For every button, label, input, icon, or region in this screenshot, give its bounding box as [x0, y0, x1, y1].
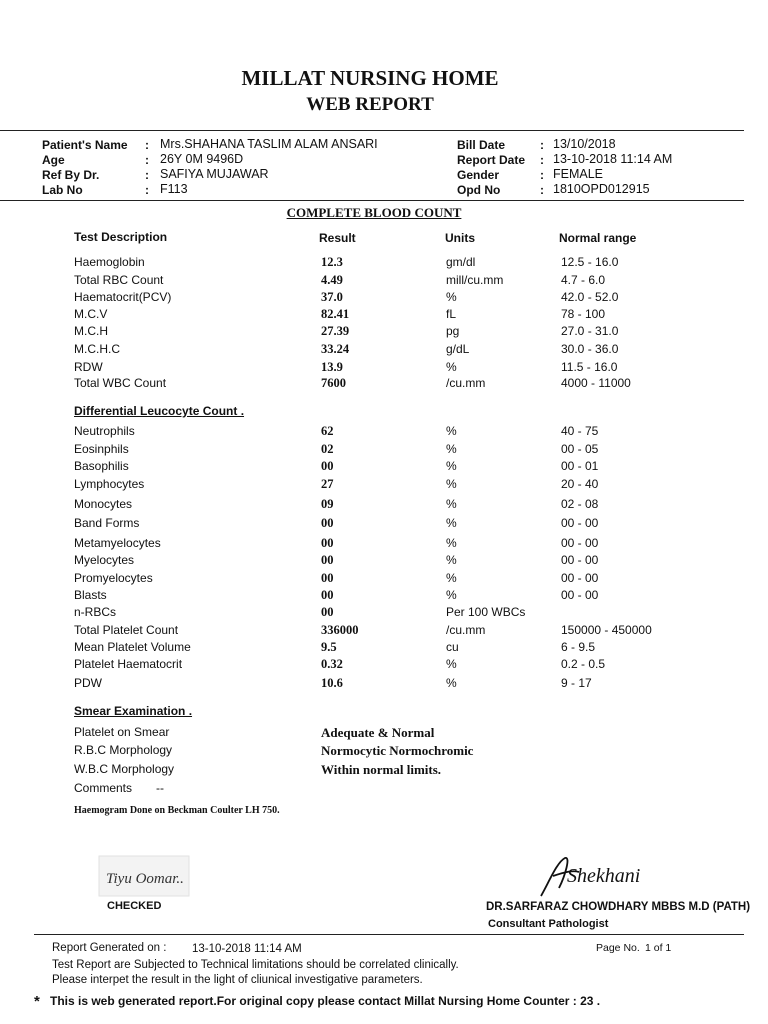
test-result: 12.3: [321, 255, 343, 269]
test-normal-range: 00 - 05: [561, 442, 599, 456]
test-normal-range: 00 - 00: [561, 516, 599, 530]
lab-no-value: F113: [160, 182, 188, 196]
patient-name-value: Mrs.SHAHANA TASLIM ALAM ANSARI: [160, 137, 378, 151]
smear-test-value: Adequate & Normal: [321, 725, 435, 740]
generated-label: Report Generated on :: [52, 942, 167, 954]
col-header-normal-range: Normal range: [559, 231, 637, 245]
test-name: Metamyelocytes: [74, 536, 161, 550]
test-normal-range: 40 - 75: [561, 424, 599, 438]
report-type-title: WEB REPORT: [306, 94, 434, 115]
comments-value: --: [156, 781, 164, 795]
test-name: Haemoglobin: [74, 255, 145, 269]
lab-no-label: Lab No: [42, 183, 83, 197]
test-units: fL: [446, 307, 457, 321]
test-name: Blasts: [74, 588, 107, 602]
col-header-units: Units: [445, 231, 475, 245]
ref-doctor-value: SAFIYA MUJAWAR: [160, 167, 269, 181]
test-name: Platelet Haematocrit: [74, 657, 183, 671]
colon: :: [540, 183, 544, 197]
opd-no-value: 1810OPD012915: [553, 182, 650, 196]
test-result: 82.41: [321, 307, 350, 321]
gender-label: Gender: [457, 168, 500, 182]
age-label: Age: [42, 153, 65, 167]
opd-no-label: Opd No: [457, 183, 501, 197]
test-units: %: [446, 553, 457, 567]
header-top-rule: [0, 130, 744, 131]
smear-section-title: Smear Examination .: [74, 704, 193, 718]
test-name: M.C.H: [74, 324, 108, 338]
comments-label: Comments: [74, 781, 133, 795]
test-units: gm/dl: [446, 255, 476, 269]
test-normal-range: 78 - 100: [561, 307, 606, 321]
test-name: Band Forms: [74, 516, 140, 530]
test-name: M.C.H.C: [74, 342, 120, 356]
test-result: 13.9: [321, 360, 343, 374]
test-name: Total RBC Count: [74, 273, 164, 287]
test-result: 02: [321, 442, 334, 456]
test-result: 00: [321, 571, 334, 585]
test-units: cu: [446, 640, 459, 654]
smear-test-name: Platelet on Smear: [74, 725, 170, 739]
hospital-name: MILLAT NURSING HOME: [241, 66, 499, 90]
doctor-sign-text: Shekhani: [567, 865, 641, 887]
test-normal-range: 9 - 17: [561, 676, 592, 690]
colon: :: [540, 168, 544, 182]
test-result: 10.6: [321, 676, 343, 690]
test-result: 9.5: [321, 640, 337, 654]
smear-test-value: Normocytic Normochromic: [321, 743, 474, 758]
test-units: %: [446, 477, 457, 491]
test-normal-range: 00 - 01: [561, 459, 599, 473]
test-name: Basophilis: [74, 459, 129, 473]
test-result: 09: [321, 497, 334, 511]
test-result: 62: [321, 424, 334, 438]
bill-date-label: Bill Date: [457, 138, 506, 152]
test-units: %: [446, 424, 457, 438]
test-name: RDW: [74, 360, 103, 374]
checked-signature: [98, 855, 190, 897]
notice-star: *: [34, 993, 40, 1010]
colon: :: [540, 153, 544, 167]
colon: :: [145, 168, 149, 182]
test-units: %: [446, 571, 457, 585]
test-name: Myelocytes: [74, 553, 135, 567]
analyzer-note: Haemogram Done on Beckman Coulter LH 750.: [74, 805, 280, 816]
test-result: 4.49: [321, 273, 343, 287]
smear-test-value: Within normal limits.: [321, 762, 442, 777]
test-normal-range: 42.0 - 52.0: [561, 290, 619, 304]
smear-test-name: W.B.C Morphology: [74, 762, 175, 776]
test-units: pg: [446, 324, 460, 338]
checked-signature-image: [98, 855, 190, 897]
test-normal-range: 27.0 - 31.0: [561, 324, 619, 338]
test-name: Total WBC Count: [74, 376, 167, 390]
bill-date-value: 13/10/2018: [553, 137, 616, 151]
test-name: n-RBCs: [74, 605, 117, 619]
doctor-name: DR.SARFARAZ CHOWDHARY MBBS M.D (PATH): [486, 901, 751, 913]
test-result: 00: [321, 588, 334, 602]
test-units: /cu.mm: [446, 376, 486, 390]
age-value: 26Y 0M 9496D: [160, 152, 244, 166]
test-units: %: [446, 360, 457, 374]
test-units: %: [446, 459, 457, 473]
test-units: %: [446, 497, 457, 511]
dlc-section-title: Differential Leucocyte Count .: [74, 404, 245, 418]
checked-sign-text: Tiyu Oomar..: [106, 871, 184, 887]
page-value: 1 of 1: [645, 942, 672, 954]
test-normal-range: 0.2 - 0.5: [561, 657, 606, 671]
test-normal-range: 00 - 00: [561, 553, 599, 567]
test-name: Promyelocytes: [74, 571, 153, 585]
colon: :: [145, 183, 149, 197]
test-units: Per 100 WBCs: [446, 605, 526, 619]
test-normal-range: 20 - 40: [561, 477, 599, 491]
test-units: g/dL: [446, 342, 470, 356]
test-result: 00: [321, 459, 334, 473]
test-normal-range: 6 - 9.5: [561, 640, 596, 654]
col-header-description: Test Description: [74, 230, 168, 244]
page-label: Page No.: [596, 942, 640, 954]
test-normal-range: 12.5 - 16.0: [561, 255, 619, 269]
header-bottom-rule: [0, 200, 744, 201]
test-name: Mean Platelet Volume: [74, 640, 191, 654]
colon: :: [145, 153, 149, 167]
test-units: %: [446, 442, 457, 456]
col-header-result: Result: [319, 231, 356, 245]
colon: :: [145, 138, 149, 152]
test-result: 7600: [321, 376, 346, 390]
report-date-label: Report Date: [457, 153, 526, 167]
test-result: 00: [321, 536, 334, 550]
test-name: Monocytes: [74, 497, 133, 511]
test-units: %: [446, 657, 457, 671]
test-units: %: [446, 536, 457, 550]
test-result: 27.39: [321, 324, 350, 338]
test-result: 37.0: [321, 290, 343, 304]
test-normal-range: 11.5 - 16.0: [561, 360, 618, 374]
test-result: 00: [321, 605, 334, 619]
test-result: 336000: [321, 623, 359, 637]
test-normal-range: 00 - 00: [561, 536, 599, 550]
test-name: Neutrophils: [74, 424, 135, 438]
test-name: PDW: [74, 676, 102, 690]
generated-value: 13-10-2018 11:14 AM: [192, 943, 302, 955]
test-result: 0.32: [321, 657, 343, 671]
test-normal-range: 00 - 00: [561, 571, 599, 585]
web-report-notice: This is web generated report.For original copy please contact Millat Nursing Home Counter : 23 .: [50, 994, 601, 1008]
test-units: %: [446, 290, 457, 304]
test-result: 27: [321, 477, 334, 491]
doctor-signature-image: [535, 852, 645, 900]
test-name: Haematocrit(PCV): [74, 290, 172, 304]
test-name: M.C.V: [74, 307, 108, 321]
colon: :: [540, 138, 544, 152]
patient-name-label: Patient's Name: [42, 138, 128, 152]
doctor-signature: [535, 852, 645, 900]
disclaimer-line-1: Test Report are Subjected to Technical limitations should be correlated clinically.: [52, 959, 459, 971]
test-result: 00: [321, 553, 334, 567]
section-title: COMPLETE BLOOD COUNT: [286, 205, 462, 220]
smear-test-name: R.B.C Morphology: [74, 743, 173, 757]
test-units: /cu.mm: [446, 623, 486, 637]
test-normal-range: 30.0 - 36.0: [561, 342, 619, 356]
test-name: Eosinphils: [74, 442, 129, 456]
test-units: %: [446, 516, 457, 530]
disclaimer-line-2: Please interpet the result in the light of cliunical investigative parameters.: [52, 974, 423, 986]
ref-doctor-label: Ref By Dr.: [42, 168, 100, 182]
test-result: 00: [321, 516, 334, 530]
test-normal-range: 150000 - 450000: [561, 623, 652, 637]
test-normal-range: 4000 - 11000: [561, 376, 631, 390]
test-normal-range: 4.7 - 6.0: [561, 273, 606, 287]
gender-value: FEMALE: [553, 167, 604, 181]
test-units: %: [446, 676, 457, 690]
test-units: %: [446, 588, 457, 602]
test-normal-range: 00 - 00: [561, 588, 599, 602]
test-name: Lymphocytes: [74, 477, 145, 491]
report-date-value: 13-10-2018 11:14 AM: [553, 152, 673, 166]
doctor-title: Consultant Pathologist: [488, 918, 609, 930]
test-result: 33.24: [321, 342, 350, 356]
test-name: Total Platelet Count: [74, 623, 179, 637]
test-normal-range: 02 - 08: [561, 497, 599, 511]
footer-rule: [34, 934, 744, 935]
test-units: mill/cu.mm: [446, 273, 504, 287]
checked-label: CHECKED: [107, 900, 162, 912]
